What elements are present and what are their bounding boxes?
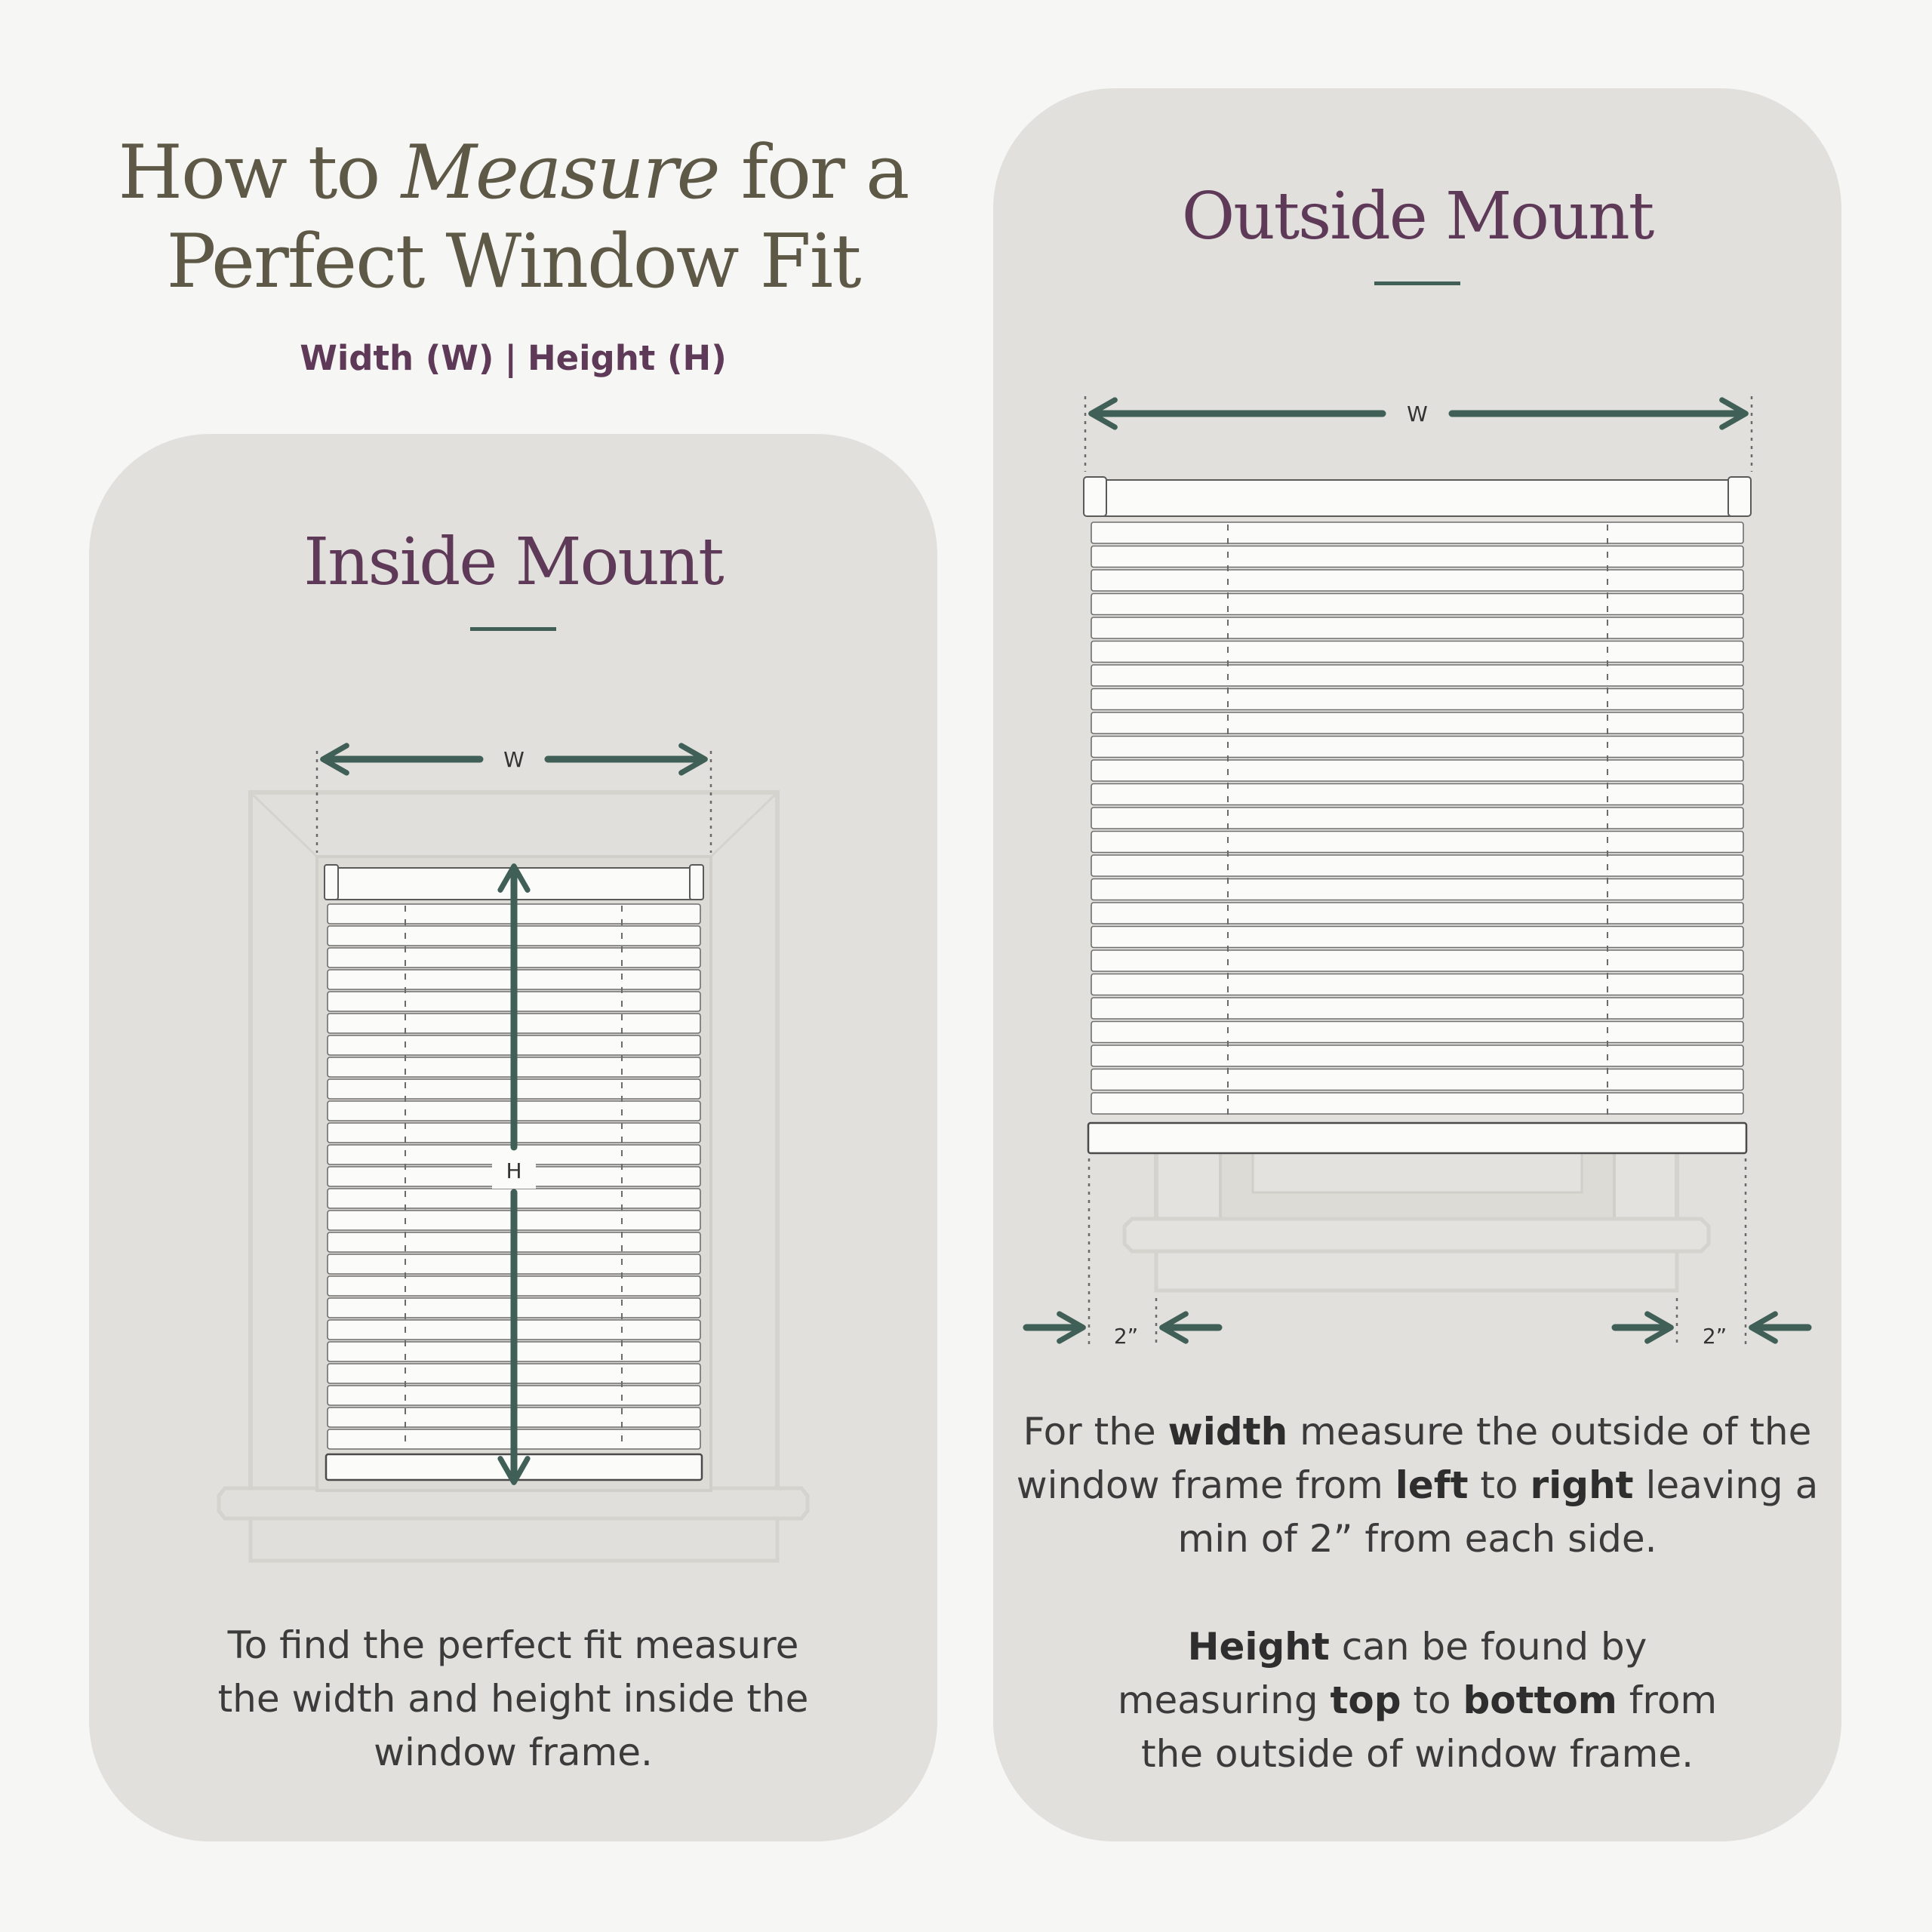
blind-slat — [1091, 1069, 1743, 1091]
blind-slat — [1091, 808, 1743, 829]
blind-slat — [1091, 832, 1743, 853]
outside-blind-slats — [1091, 522, 1743, 1114]
blind-slat — [1091, 712, 1743, 734]
main-title-part1: How to — [118, 130, 401, 216]
blind-slat — [1091, 617, 1743, 638]
blind-slat — [1091, 594, 1743, 615]
subtitle-height: Height (H) — [527, 338, 727, 378]
outside-margin-left-label: 2” — [1113, 1324, 1139, 1349]
outside-window-frame — [1124, 1151, 1709, 1291]
blind-slat — [1091, 950, 1743, 971]
blind-slat — [1091, 665, 1743, 686]
blind-slat — [1091, 998, 1743, 1019]
main-title-part2: for a — [718, 130, 909, 216]
outside-mount-title: Outside Mount — [1181, 179, 1654, 254]
blind-slat — [1091, 927, 1743, 948]
inside-mount-title: Inside Mount — [303, 525, 723, 600]
blind-slat — [1091, 784, 1743, 805]
main-title-line2: Perfect Window Fit — [166, 219, 860, 305]
inside-width-label: W — [503, 747, 525, 772]
blind-slat — [1091, 1093, 1743, 1114]
outside-mount-width-text: For the width measure the outside of the window frame from left to right leaving a min of 2” from each side. — [1016, 1410, 1819, 1561]
main-title-emphasis: Measure — [401, 130, 719, 216]
outside-mount-height-text: Height can be found by measuring top to bottom from the outside of window frame. — [1117, 1625, 1718, 1776]
outside-width-measure — [1085, 396, 1752, 472]
inside-mount-description: To find the perfect fit measure the width and height inside the window frame. — [217, 1623, 809, 1774]
subtitle-width: Width (W) — [300, 338, 494, 378]
blind-slat — [1091, 546, 1743, 568]
blind-slat — [1091, 879, 1743, 900]
outside-margin-right-label: 2” — [1702, 1324, 1727, 1349]
outside-blind — [1084, 477, 1751, 1153]
blind-slat — [1091, 522, 1743, 543]
blind-slat — [1091, 570, 1743, 591]
subtitle-separator: | — [504, 338, 517, 378]
blind-slat — [1091, 1045, 1743, 1066]
blind-slat — [1091, 903, 1743, 924]
blind-slat — [1091, 737, 1743, 758]
blind-slat — [1091, 855, 1743, 876]
blind-slat — [1091, 1022, 1743, 1043]
blind-slat — [1091, 974, 1743, 995]
blind-slat — [1091, 760, 1743, 781]
blind-slat — [1091, 689, 1743, 710]
inside-height-label: H — [506, 1158, 522, 1183]
blind-slat — [1091, 641, 1743, 663]
outside-width-label: W — [1407, 401, 1428, 426]
